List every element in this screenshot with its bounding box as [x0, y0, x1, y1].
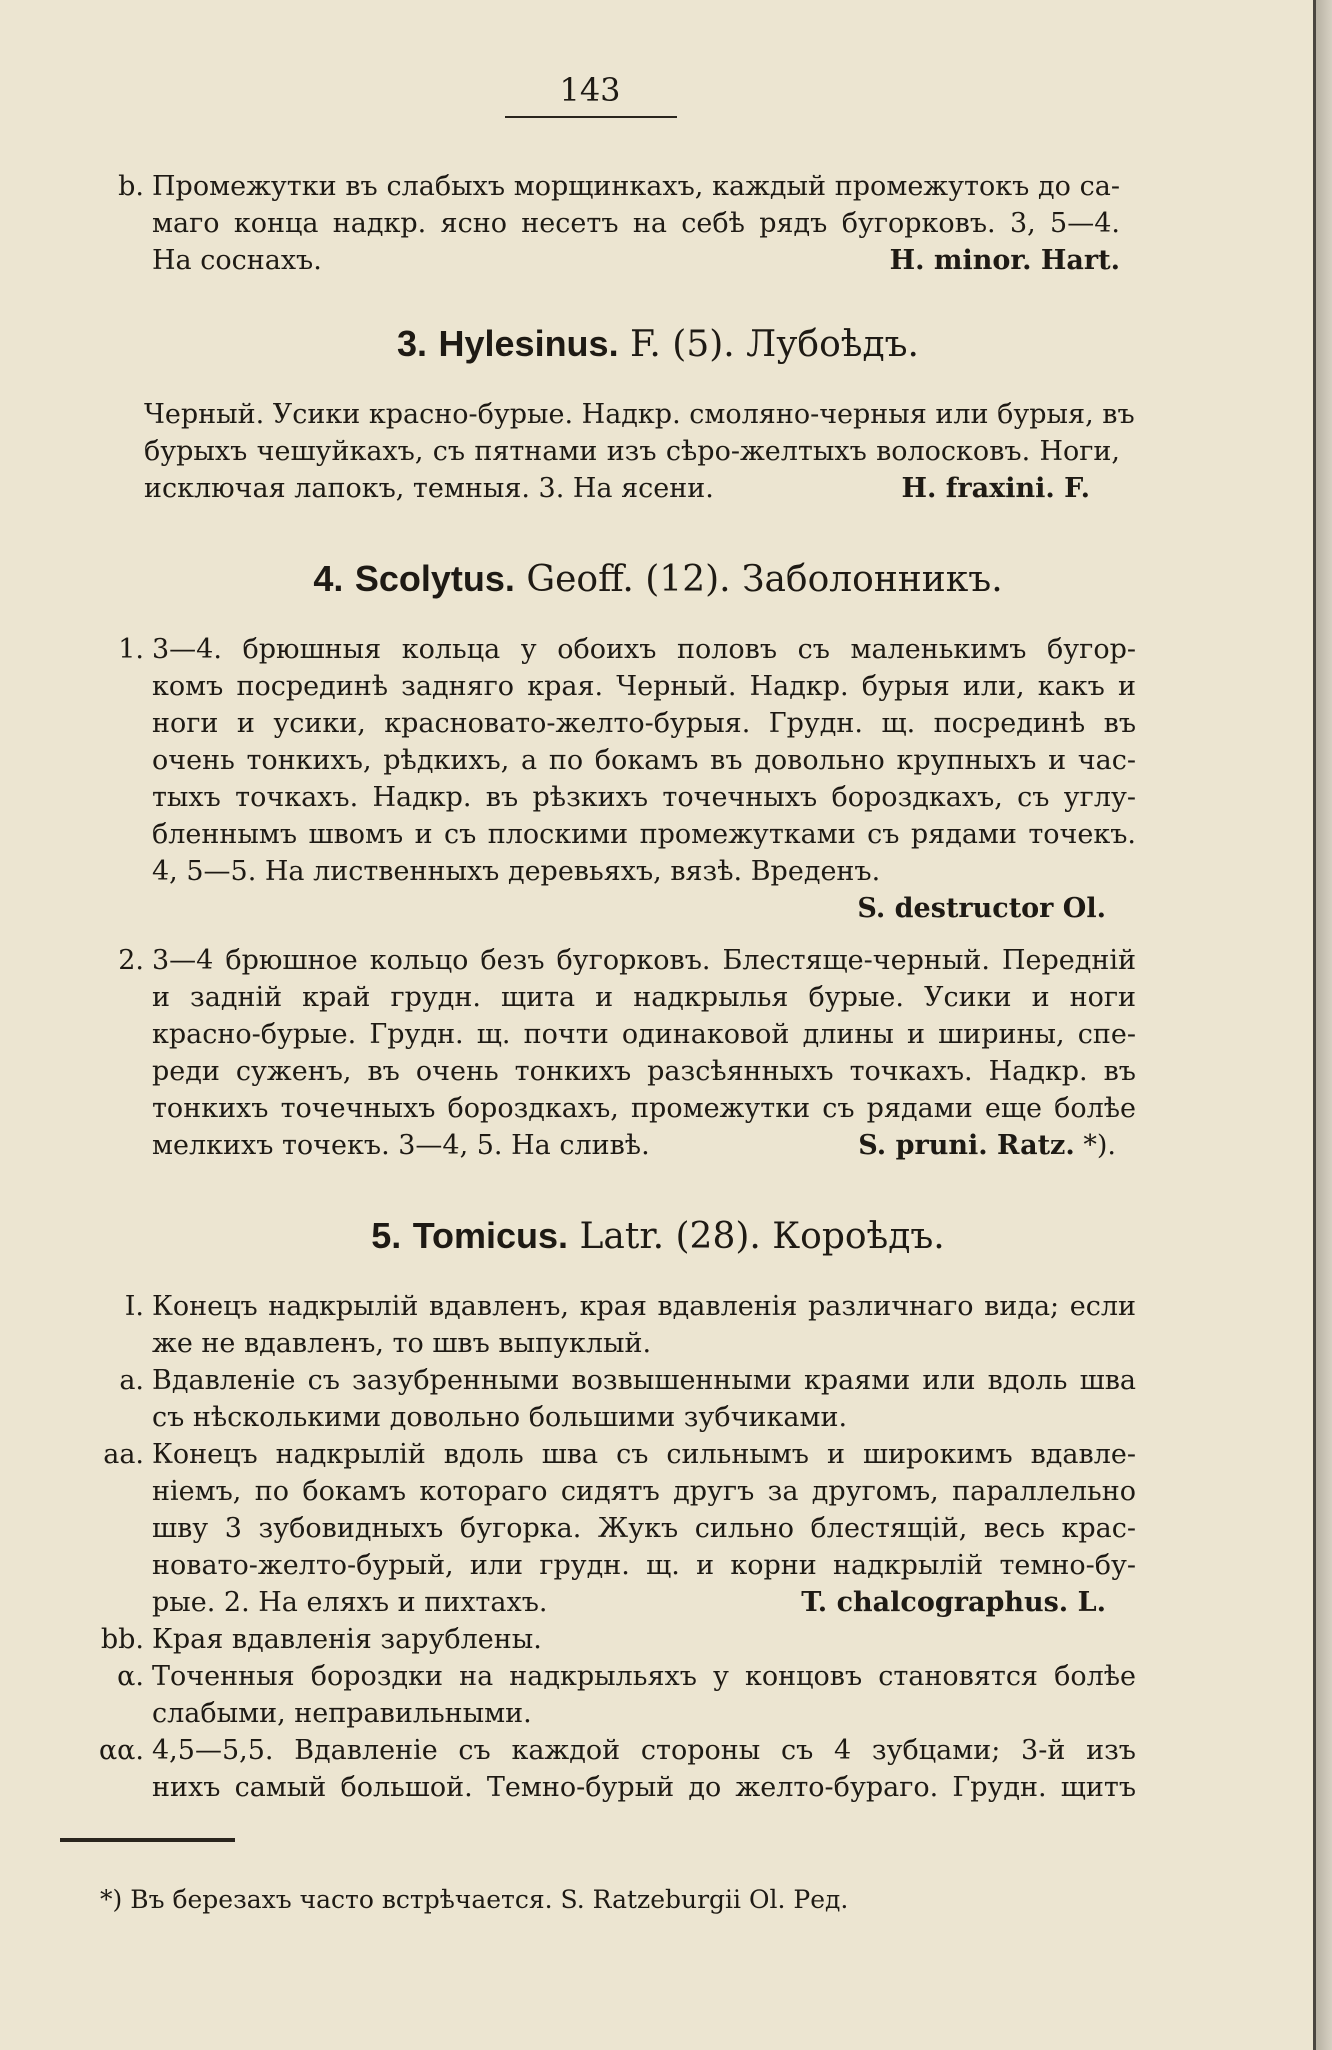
key-item [100, 942, 1136, 1164]
text-line: ноги и усики, красновато-желто-бурыя. Грудн. щ. посрединѣ въ [152, 708, 1136, 739]
entry-marker: I. [124, 1291, 144, 1322]
text-line: Черный. Усики красно-бурые. Надкр. смоляно-черныя или бурыя, въ [144, 399, 1135, 430]
text-line: нихъ самый большой. Темно-бурый до желто-бураго. Грудн. щитъ [152, 1772, 1136, 1803]
text-line: 4,5—5,5. Вдавленiе съ каждой стороны съ 4 зубцами; 3-й изъ [152, 1735, 1136, 1766]
text-line: Конецъ надкрылiй вдавленъ, края вдавленiя различнаго вида; если [152, 1291, 1136, 1322]
footnote-mark: *) [100, 1885, 123, 1914]
text-line: нiемъ, по бокамъ котораго сидятъ другъ за другомъ, параллельно [152, 1476, 1136, 1507]
text-line: реди суженъ, въ очень тонкихъ разсѣянныхъ точкахъ. Надкр. въ [152, 1056, 1136, 1087]
heading-number: 5. [371, 1215, 402, 1256]
key-item [84, 1436, 1136, 1621]
text-line: бленнымъ швомъ и съ плоскими промежутками съ рядами точекъ. [152, 819, 1136, 850]
entry-marker: aa. [103, 1439, 144, 1470]
heading-number: 4. [313, 558, 344, 599]
heading-genus: Tomicus. [412, 1215, 569, 1256]
text-line [144, 470, 1120, 507]
page-number: 143 [559, 71, 621, 109]
page-edge [1316, 0, 1332, 2050]
text-line: Вдавленiе съ зазубренными возвышенными краями или вдоль шва [152, 1365, 1136, 1396]
key-item [84, 1658, 1136, 1732]
entry-marker: 2. [118, 945, 144, 976]
text-line: шву 3 зубовидныхъ бугорка. Жукъ сильно блестящiй, весь крас- [152, 1513, 1136, 1544]
entry-marker: αα. [98, 1735, 144, 1766]
text-fragment: рые. 2. На еляхъ и пихтахъ. [152, 1587, 548, 1618]
entry-marker: bb. [100, 1624, 144, 1655]
footnote-text: Въ березахъ часто встрѣчается. S. Ratzeburgii Ol. Ред. [130, 1885, 849, 1914]
section-heading [0, 1214, 1316, 1259]
footnote-rule [60, 1838, 235, 1842]
text-line: и заднiй край грудн. щита и надкрылья бурые. Усики и ноги [152, 982, 1136, 1013]
species-name: S. pruni. Ratz. [858, 1130, 1075, 1161]
text-fragment: исключая лапокъ, темныя. 3. На ясени. [144, 473, 714, 504]
text-fragment: мелкихъ точекъ. 3—4, 5. На сливѣ. [152, 1130, 650, 1161]
page-number-rule [505, 116, 677, 118]
heading-rest: Geoff. (12). Заболонникъ. [526, 559, 1003, 600]
key-item [84, 1362, 1136, 1436]
heading-number: 3. [397, 323, 428, 364]
text-line: маго конца надкр. ясно несетъ на себѣ рядъ бугорковъ. 3, 5—4. [152, 208, 1120, 239]
text-line [152, 1584, 1136, 1621]
text-line: Промежутки въ слабыхъ морщинкахъ, каждый промежутокъ до са- [152, 171, 1120, 202]
text-line: съ нѣсколькими довольно большими зубчиками. [152, 1402, 848, 1433]
top-entry [100, 168, 1120, 279]
entry-marker: 1. [118, 634, 144, 665]
text-line: новато-желто-бурый, или грудн. щ. и корни надкрылiй темно-бу- [152, 1550, 1136, 1581]
text-fragment: На соснахъ. [152, 245, 322, 276]
species-name: H. minor. Hart. [889, 245, 1120, 276]
text-line: 3—4 брюшное кольцо безъ бугорковъ. Блестяще-черный. Переднiй [152, 945, 1136, 976]
text-line [152, 1127, 1136, 1164]
text-line: красно-бурые. Грудн. щ. почти одинаковой длины и ширины, спе- [152, 1019, 1136, 1050]
key-item [84, 1288, 1136, 1362]
text-line: же не вдавленъ, то швъ выпуклый. [152, 1328, 652, 1359]
key-item [84, 1621, 1136, 1658]
section-heading [0, 557, 1316, 602]
footnote [100, 1884, 848, 1916]
text-line: тыхъ точкахъ. Надкр. въ рѣзкихъ точечныхъ бороздкахъ, съ углу- [152, 782, 1136, 813]
species-name [152, 890, 1136, 927]
text-line: очень тонкихъ, рѣдкихъ, а по бокамъ въ довольно крупныхъ и час- [152, 745, 1136, 776]
section-heading [0, 322, 1316, 367]
entry-marker: b. [118, 171, 144, 202]
section3-text [144, 396, 1135, 507]
heading-rest: Latr. (28). Короѣдъ. [579, 1216, 945, 1257]
footnote-ref: *). [1083, 1130, 1116, 1161]
heading-genus: Hylesinus. [438, 323, 619, 364]
text-line: слабыми, неправильными. [152, 1698, 532, 1729]
key-item [100, 631, 1136, 927]
species-group [858, 1127, 1136, 1164]
heading-genus: Scolytus. [354, 558, 515, 599]
text-line: комъ посрединѣ задняго края. Черный. Надкр. бурыя или, какъ и [152, 671, 1136, 702]
species-name: T. chalcographus. L. [801, 1587, 1106, 1618]
text-line: бурыхъ чешуйкахъ, съ пятнами изъ сѣро-желтыхъ волосковъ. Ноги, [144, 436, 1120, 467]
species-name: H. fraxini. F. [901, 473, 1090, 504]
text-line: 3—4. брюшныя кольца у обоихъ половъ съ маленькимъ бугор- [152, 634, 1136, 665]
text-line [152, 242, 1120, 279]
entry-marker: a. [119, 1365, 144, 1396]
heading-rest: F. (5). Лубоѣдъ. [630, 324, 919, 365]
key-item [84, 1732, 1136, 1806]
text-line: Края вдавленiя зарублены. [152, 1624, 542, 1655]
text-line: 4, 5—5. На лиственныхъ деревьяхъ, вязѣ. Вреденъ. [152, 856, 881, 887]
species-text: S. destructor Ol. [857, 893, 1106, 924]
text-line: тонкихъ точечныхъ бороздкахъ, промежутки съ рядами еще болѣе [152, 1093, 1136, 1124]
entry-marker: α. [117, 1661, 144, 1692]
text-line: Конецъ надкрылiй вдоль шва съ сильнымъ и широкимъ вдавле- [152, 1439, 1136, 1470]
text-line: Точенныя бороздки на надкрыльяхъ у концовъ становятся болѣе [152, 1661, 1136, 1692]
section5-key [84, 1288, 1136, 1806]
